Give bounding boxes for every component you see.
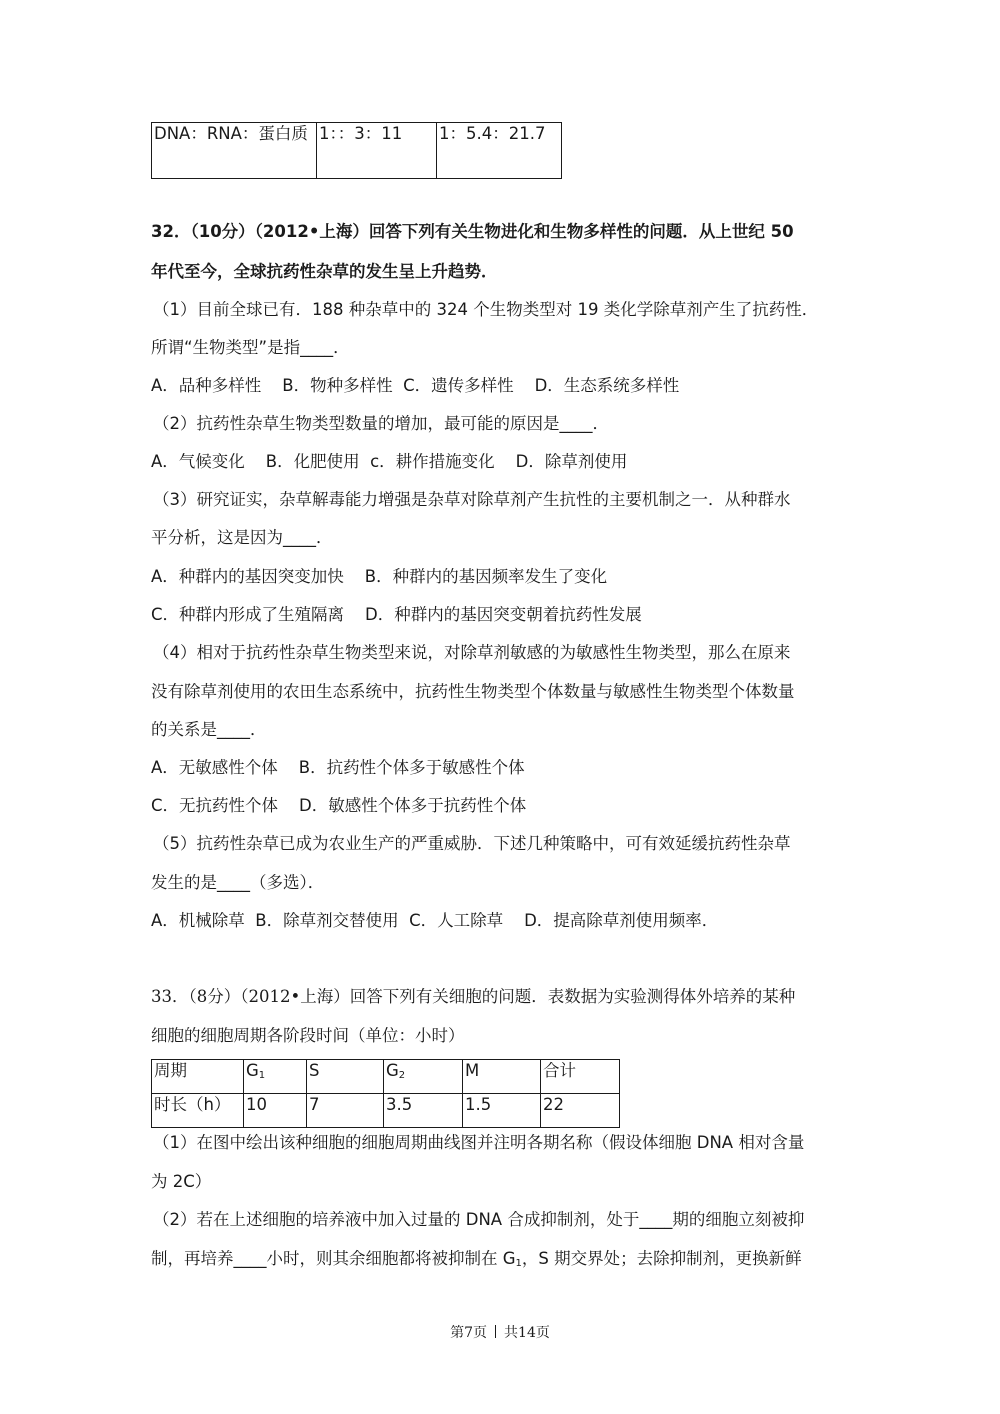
table-cell: 时长（h）	[152, 1094, 244, 1128]
q33-sub2-line2-pre: 制，再培养____小时，则其余细胞都将被抑制在 G	[151, 1249, 516, 1268]
table-header-cell: M	[463, 1060, 541, 1094]
q32-title-line2: 年代至今，全球抗药性杂草的发生呈上升趋势．	[151, 262, 498, 281]
q32-sub1-line1: （1）目前全球已有．188 种杂草中的 324 个生物类型对 19 类化学除草剂产生了抗药性．	[153, 300, 819, 319]
q32-sub3-options-cd: C．种群内形成了生殖隔离 D．种群内的基因突变朝着抗药性发展	[151, 605, 642, 624]
q32-sub4-line2: 没有除草剂使用的农田生态系统中，抗药性生物类型个体数量与敏感性生物类型个体数量	[151, 682, 795, 701]
dna-ratio-table	[151, 122, 562, 179]
g1-subscript: 1	[258, 1070, 266, 1081]
table-header-cell	[244, 1060, 307, 1094]
page-footer	[0, 1322, 1000, 1342]
table-cell: DNA：RNA：蛋白质	[152, 123, 317, 179]
q33-sub1-line1: （1）在图中绘出该种细胞的细胞周期曲线图并注明各期名称（假设体细胞 DNA 相对含量	[153, 1133, 805, 1152]
table-cell: 10	[244, 1094, 307, 1128]
table-cell: 22	[541, 1094, 620, 1128]
q33-sub2-line2-post: ，S 期交界处；去除抑制剂，更换新鲜	[521, 1249, 802, 1268]
table-cell: 1.5	[463, 1094, 541, 1128]
table-header-cell: 合计	[541, 1060, 620, 1094]
q32-sub4-line3: 的关系是____．	[151, 720, 267, 739]
q33-title-line1: 33．（8分）（2012•上海）回答下列有关细胞的问题．表数据为实验测得体外培养的某种	[151, 987, 796, 1006]
g2-label: G	[386, 1061, 399, 1080]
table-cell: 7	[307, 1094, 384, 1128]
table-header-cell: S	[307, 1060, 384, 1094]
q32-sub4-options-cd: C．无抗药性个体 D．敏感性个体多于抗药性个体	[151, 796, 527, 815]
page-total: 共14页	[504, 1325, 550, 1341]
q32-title-line1: 32．（10分）（2012•上海）回答下列有关生物进化和生物多样性的问题．从上世纪 50	[151, 222, 794, 241]
q33-title-line2: 细胞的细胞周期各阶段时间（单位：小时）	[151, 1026, 465, 1045]
footer-divider	[495, 1325, 496, 1338]
table-row	[152, 1094, 620, 1128]
q32-sub3-line2: 平分析，这是因为____．	[151, 528, 333, 547]
table-cell: 1：：3：11	[317, 123, 437, 179]
q32-sub5-options: A．机械除草 B．除草剂交替使用 C．人工除草 D．提高除草剂使用频率．	[151, 911, 719, 930]
table-cell: 1：5.4：21.7	[437, 123, 562, 179]
q32-sub1-options: A．品种多样性 B．物种多样性 C．遗传多样性 D．生态系统多样性	[151, 376, 680, 395]
q32-sub3-line1: （3）研究证实，杂草解毒能力增强是杂草对除草剂产生抗性的主要机制之一．从种群水	[153, 490, 791, 509]
q32-sub5-line2: 发生的是____（多选）．	[151, 873, 325, 892]
q33-sub2-line2	[151, 1249, 802, 1274]
g1-label: G	[246, 1061, 259, 1080]
page-number: 第7页	[450, 1325, 488, 1341]
table-cell: 3.5	[384, 1094, 463, 1128]
cell-cycle-table	[151, 1059, 620, 1128]
q32-sub4-options-ab: A．无敏感性个体 B．抗药性个体多于敏感性个体	[151, 758, 525, 777]
q32-sub4-line1: （4）相对于抗药性杂草生物类型来说，对除草剂敏感的为敏感性生物类型，那么在原来	[153, 643, 791, 662]
q32-sub2-options: A．气候变化 B．化肥使用 c．耕作措施变化 D．除草剂使用	[151, 452, 628, 471]
g1-subscript: 1	[515, 1258, 522, 1269]
q32-sub3-options-ab: A．种群内的基因突变加快 B．种群内的基因频率发生了变化	[151, 567, 608, 586]
q32-sub1-line2: 所谓“生物类型”是指____．	[151, 338, 350, 357]
table-header-cell: 周期	[152, 1060, 244, 1094]
g2-subscript: 2	[398, 1070, 406, 1081]
q32-sub2-line1: （2）抗药性杂草生物类型数量的增加，最可能的原因是____．	[153, 414, 609, 433]
table-header-cell	[384, 1060, 463, 1094]
q33-sub2-line1: （2）若在上述细胞的培养液中加入过量的 DNA 合成抑制剂，处于____期的细胞立刻被抑	[153, 1210, 805, 1229]
table-row	[152, 1060, 620, 1094]
q33-sub1-line2: 为 2C）	[151, 1172, 212, 1191]
q32-sub5-line1: （5）抗药性杂草已成为农业生产的严重威胁．下述几种策略中，可有效延缓抗药性杂草	[153, 834, 791, 853]
